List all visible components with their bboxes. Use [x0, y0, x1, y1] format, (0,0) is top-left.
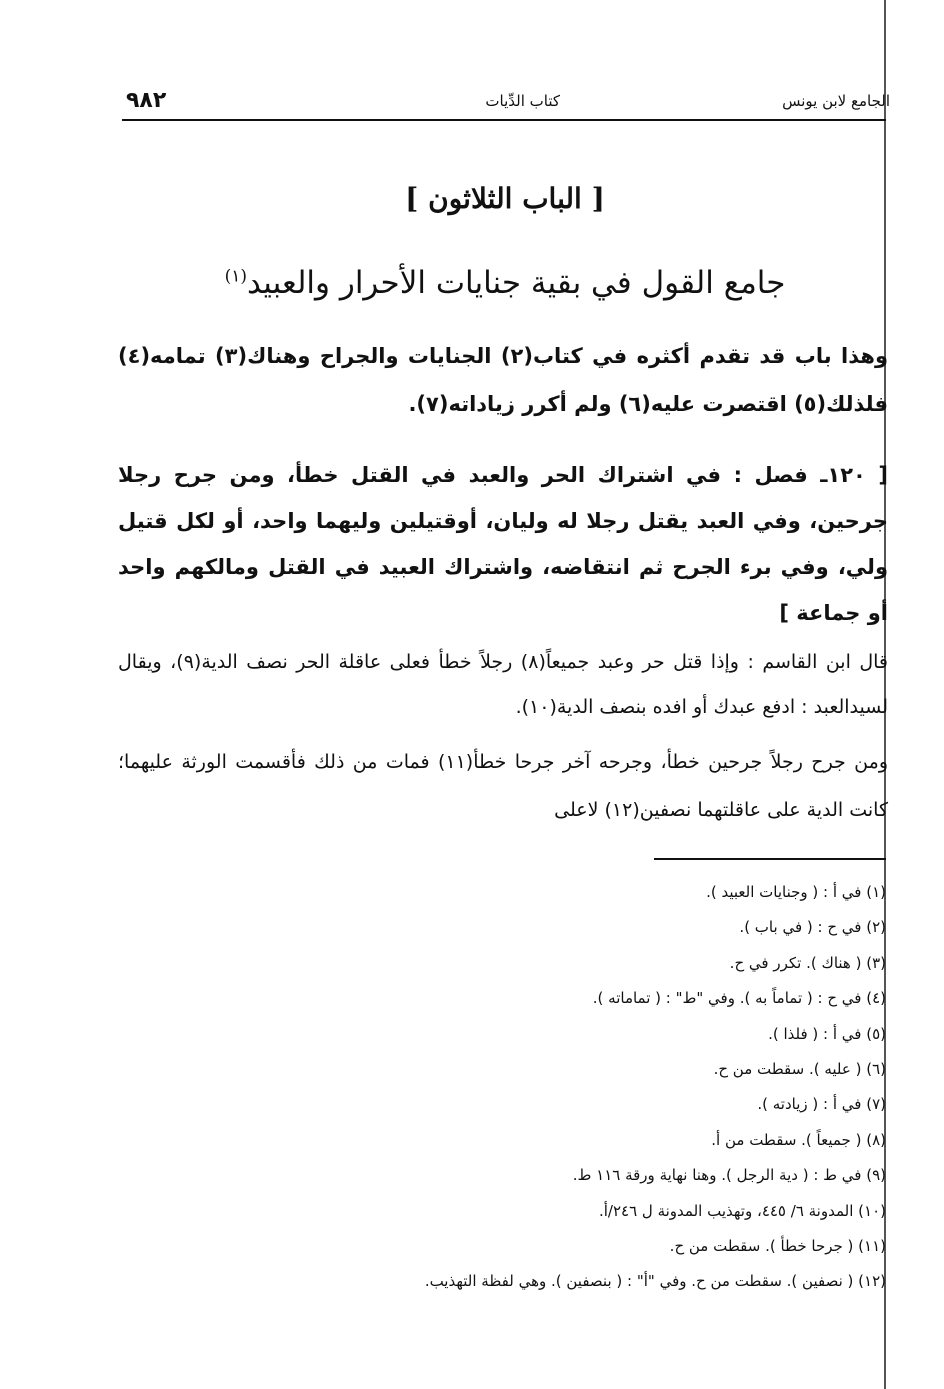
footnote-item: (٥) في أ : ( فلذا ). — [768, 1024, 886, 1043]
footnote-item: (١٢) ( نصفين ). سقطت من ح. وفي "أ" : ( بنصفين ). وهي لفظة التهذيب. — [424, 1272, 886, 1291]
header-rule — [122, 119, 886, 121]
footnote-item: (١) في أ : ( وجنايات العبيد ). — [706, 883, 886, 901]
chapter-title — [120, 265, 890, 301]
paragraph-2: ومن جرح رجلاً جرحين خطأ، وجرحه آخر جرحا خطأ(١١) فمات من ذلك فأقسمت الورثة عليهما؛ كانت الدية على عاقلتهما نصفين(١٢) لاعلى — [118, 751, 888, 821]
footnote-item: (٩) في ط : ( دية الرجل ). وهنا نهاية ورقة ١١٦ ط. — [572, 1166, 886, 1185]
intro-text: وهذا باب قد تقدم أكثره في كتاب(٢) الجنايات والجراح وهناك(٣) تمامه(٤) فلذلك(٥) اقتصرت عليه(٦) ولم أكرر زياداته(٧). — [118, 344, 888, 416]
footnote-item: (٤) في ح : ( تماماً به ). وفي "ط" : ( تماماته ). — [592, 989, 886, 1008]
paragraph-1: قال ابن القاسم : وإذا قتل حر وعبد جميعاً(٨) رجلاً خطأ فعلى عاقلة الحر نصف الدية(٩)، ويقال لسيدالعبد : ادفع عبدك أو افده بنصف الدية(١٠). — [118, 651, 888, 718]
running-header — [120, 90, 890, 118]
footnote-item: (٣) ( هناك ). تكرر في ح. — [729, 953, 886, 972]
chapter-title-footnote-ref: (١) — [224, 266, 248, 287]
footnote-item: (٦) ( عليه ). سقطت من ح. — [713, 1060, 886, 1079]
intro-paragraph — [118, 332, 888, 428]
footnote-item: (٧) في أ : ( زيادته ). — [757, 1095, 886, 1114]
footnote-item: (٨) ( جميعاً ). سقطت من أ. — [711, 1130, 886, 1149]
page-number: ٩٨٢ — [126, 88, 167, 113]
chapter-title-text: جامع القول في بقية جنايات الأحرار والعبيد — [247, 265, 786, 301]
footnote-separator — [654, 858, 886, 860]
section-heading-block — [118, 452, 888, 636]
footnotes-list — [120, 875, 886, 1300]
body-paragraph — [118, 738, 888, 834]
body-paragraph — [118, 640, 888, 730]
header-section-title: كتاب الدِّيات — [485, 92, 560, 110]
header-book-title: الجامع لابن يونس — [782, 92, 890, 110]
footnote-item: (١١) ( جرحا خطأ ). سقطت من ح. — [669, 1237, 886, 1256]
chapter-heading: [ الباب الثلاثون ] — [405, 182, 605, 215]
footnote-item: (٢) في ح : ( في باب ). — [739, 918, 886, 937]
footnote-item: (١٠) المدونة ٦/ ٤٤٥، وتهذيب المدونة ل ٢٤٦/أ. — [598, 1201, 886, 1220]
section-heading-text: [ ١٢٠ـ فصل : في اشتراك الحر والعبد في القتل خطأ، ومن جرح رجلا جرحين، وفي العبد يقتل رجلا له وليان، أوقتيلين وليهما واحد، أو لكل قتيل ولي، وفي برء الجرح ثم انتقاضه، واشتراك العبيد في القتل ومالكهم واحد أو جماعة ] — [118, 463, 888, 625]
